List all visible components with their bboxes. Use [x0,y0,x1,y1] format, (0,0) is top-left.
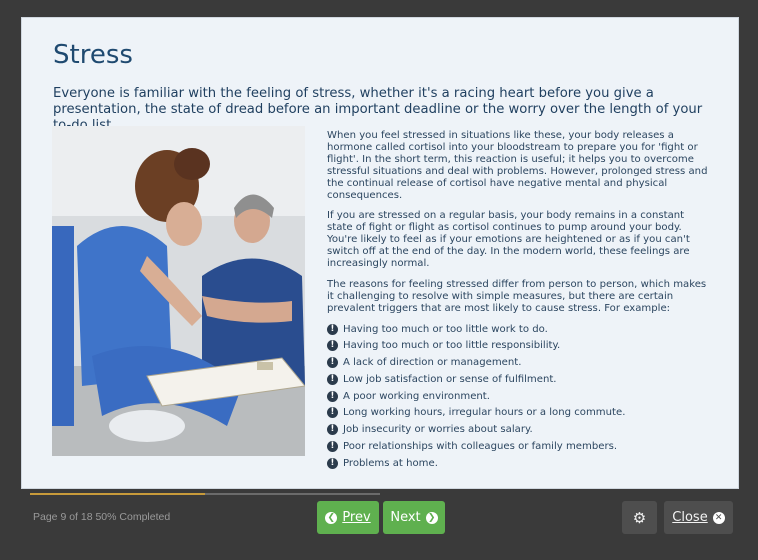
list-item-text: Having too much or too little responsibility. [343,340,561,352]
chevron-left-icon: ❮ [325,512,337,524]
paragraph: The reasons for feeling stressed differ from person to person, which makes it challenging to resolve with simple measures, but there are certain prevalent triggers that are most likely to cause stress. For example: [327,278,707,314]
chevron-right-icon: ❯ [426,512,438,524]
settings-button[interactable] [622,501,657,534]
close-button[interactable] [664,501,733,534]
exclamation-circle-icon: ! [327,374,338,385]
exclamation-circle-icon: ! [327,391,338,402]
list-item [327,457,711,474]
list-item-text: Low job satisfaction or sense of fulfilment. [343,373,557,385]
list-item-text: A lack of direction or management. [343,357,522,369]
close-icon: ✕ [713,512,725,524]
exclamation-circle-icon: ! [327,441,338,452]
nurses-photo [52,126,305,456]
exclamation-circle-icon: ! [327,458,338,469]
next-button[interactable] [383,501,445,534]
lead-text: Everyone is familiar with the feeling of stress, whether it's a racing heart before you give a presentation, the state of dread before an important deadline or the worry over the length of your [53,86,703,117]
gears-icon: ⚙ [632,508,647,527]
list-item-text: Job insecurity or worries about salary. [343,424,533,436]
exclamation-circle-icon: ! [327,340,338,351]
list-item-text: Long working hours, irregular hours or a long commute. [343,407,626,419]
list-item [327,339,711,356]
list-item [327,373,711,390]
paragraph: When you feel stressed in situations like these, your body releases a hormone called cortisol into your bloodstream to prepare you for 'fight or flight'. In the short term, this reaction is useful; it helps you to overcome stressful situations and deal with problems. However, prolonged stress and the continual release of cortisol have negative mental and physical consequences. [327,130,708,202]
nurses-illustration [52,126,305,456]
exclamation-circle-icon: ! [327,407,338,418]
progress-fill [30,493,205,495]
close-label: Close [672,510,708,525]
list-item [327,356,711,373]
list-item-text: Having too much or too little work to do. [343,323,548,335]
prev-button[interactable] [317,501,379,534]
list-item [327,440,711,457]
trigger-list [327,323,711,474]
progress-bar [30,493,380,495]
list-item [327,423,711,440]
exclamation-circle-icon: ! [327,357,338,368]
paragraph: If you are stressed on a regular basis, your body remains in a constant state of fight or flight as cortisol continues to pump around your body. You're likely to feel as if your emotions are heightened or as if you can't switch off at the end of the day. In the modern world, these feelings are increasingly normal. [327,210,690,270]
page-title: Stress [53,40,133,70]
list-item-text: Problems at home. [343,457,438,469]
list-item-text: A poor working environment. [343,390,490,402]
exclamation-circle-icon: ! [327,324,338,335]
list-item-text: Poor relationships with colleagues or family members. [343,440,618,452]
page-status: Page 9 of 18 50% Completed [33,511,171,523]
list-item [327,323,711,340]
prev-label: Prev [342,510,371,525]
slide-panel [22,18,738,488]
list-item [327,390,711,407]
body-text [327,130,711,473]
list-item [327,406,711,423]
next-label: Next [390,510,421,525]
exclamation-circle-icon: ! [327,424,338,435]
